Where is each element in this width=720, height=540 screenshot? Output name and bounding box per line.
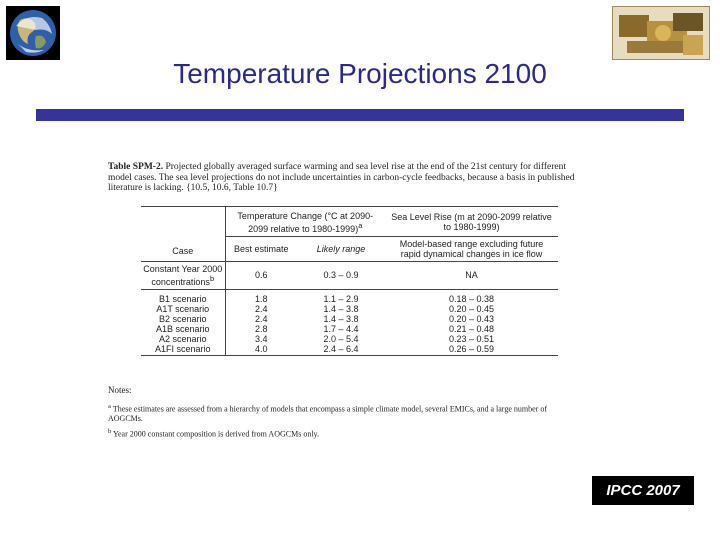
- earth-globe-image: [6, 6, 60, 60]
- row-best: 0.6: [225, 261, 297, 289]
- note-a-text: These estimates are assessed from a hierarchy of models that encompass a simple climate model, several EMICs, and a large number of AOGCMs.: [108, 404, 547, 423]
- row-sea: NA: [465, 270, 478, 280]
- header-temp-group: [225, 206, 385, 236]
- table-notes: [108, 386, 578, 443]
- row-case: B1 scenario: [158, 293, 207, 304]
- note-b: [108, 427, 578, 439]
- slide-title: Temperature Projections 2100: [173, 58, 547, 89]
- table-header-row-2: [141, 236, 558, 261]
- header-empty-cell: [141, 206, 225, 236]
- row-best: 4.0: [225, 344, 297, 356]
- row-sea: 0.23 – 0.51: [448, 333, 495, 344]
- table-caption: [108, 162, 578, 194]
- row-case: A1T scenario: [156, 303, 210, 314]
- table-row: [141, 289, 558, 304]
- row-best: 2.4: [225, 314, 297, 324]
- row-case: A1B scenario: [155, 323, 210, 334]
- row-best: 2.8: [225, 324, 297, 334]
- row-case-text: Constant Year 2000 concentrations: [143, 263, 223, 287]
- row-likely: 2.4 – 6.4: [323, 343, 359, 354]
- table-row: [141, 261, 558, 289]
- row-likely: 2.0 – 5.4: [323, 333, 359, 344]
- satellite-instrument-image: [612, 6, 710, 60]
- notes-heading: Notes:: [108, 385, 132, 395]
- row-case: B2 scenario: [158, 313, 207, 324]
- projection-table: [141, 206, 558, 356]
- row-sea: 0.18 – 0.38: [448, 293, 495, 304]
- source-badge: IPCC 2007: [592, 476, 694, 505]
- table-caption-label: Table SPM-2.: [108, 162, 164, 172]
- table-header-row-1: [141, 206, 558, 236]
- row-case: A1FI scenario: [154, 343, 211, 354]
- row-best: 3.4: [225, 334, 297, 344]
- header-sea-group: Sea Level Rise (m at 2090-2099 relative to 1980-1999): [385, 206, 558, 236]
- header-best: Best estimate: [225, 236, 297, 261]
- table-figure: [108, 162, 578, 356]
- note-a: [108, 402, 578, 424]
- table-row: [141, 334, 558, 344]
- row-sea: 0.26 – 0.59: [448, 343, 495, 354]
- row-sea: 0.20 – 0.43: [448, 313, 495, 324]
- row-best: 2.4: [225, 304, 297, 314]
- row-sea: 0.21 – 0.48: [448, 323, 495, 334]
- note-b-text: Year 2000 constant composition is derived from AOGCMs only.: [113, 429, 320, 439]
- table-caption-text: Projected globally averaged surface warming and sea level rise at the end of the 21st century for different model cases. The sea level projections do not include uncertainties in carbon-cycle feedbacks, because a basis in published literature is lacking. {10.5, 10.6, Table 10.7}: [108, 162, 575, 193]
- title-divider-bar: [36, 109, 684, 121]
- header-model-range: Model-based range excluding future rapid dynamical changes in ice flow: [399, 238, 544, 259]
- row-best: 1.8: [225, 289, 297, 304]
- note-b-mark: b: [108, 428, 112, 436]
- header-temp-group-text: Temperature Change (°C at 2090-2099 relative to 1980-1999): [237, 210, 374, 234]
- header-temp-group-sup: a: [358, 220, 363, 230]
- row-case: A2 scenario: [158, 333, 207, 344]
- table-row: [141, 344, 558, 356]
- row-likely: 1.7 – 4.4: [323, 323, 359, 334]
- row-likely: 0.3 – 0.9: [323, 270, 359, 280]
- row-sea: 0.20 – 0.45: [448, 303, 495, 314]
- table-row: [141, 314, 558, 324]
- header-likely: Likely range: [316, 243, 366, 254]
- row-likely: 1.1 – 2.9: [323, 293, 359, 304]
- table-row: [141, 304, 558, 314]
- row-case-sup: b: [209, 273, 215, 283]
- note-a-mark: a: [108, 402, 111, 410]
- row-likely: 1.4 – 3.8: [323, 303, 359, 314]
- header-case: Case: [172, 246, 194, 257]
- row-likely: 1.4 – 3.8: [323, 313, 359, 324]
- table-row: [141, 324, 558, 334]
- row-case: [141, 261, 225, 289]
